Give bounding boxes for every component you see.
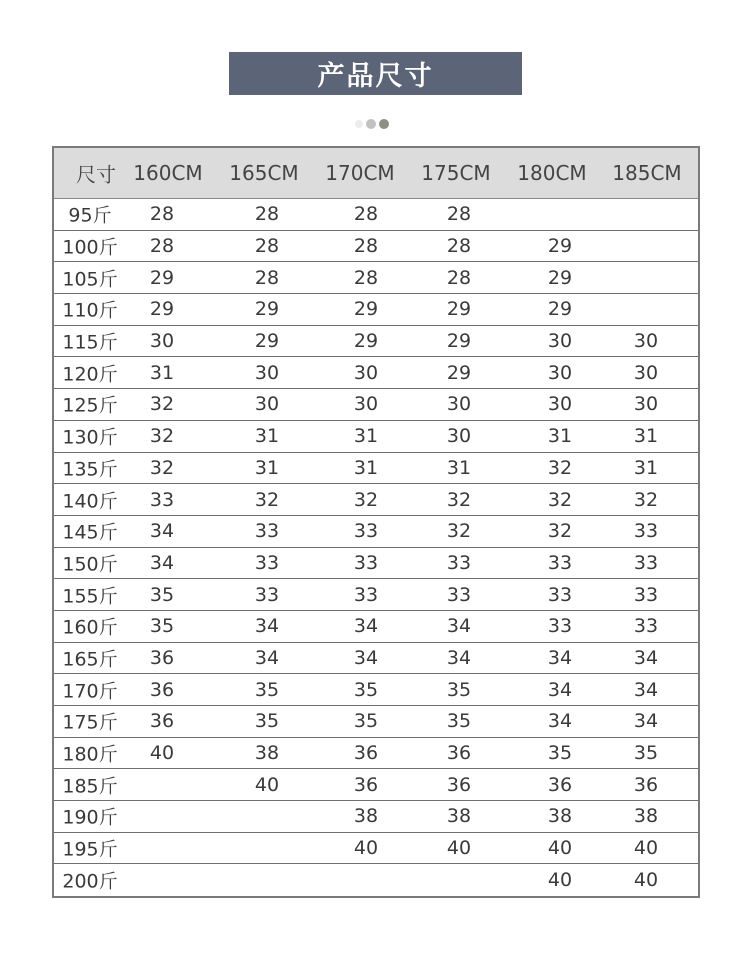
size-value: 34	[149, 520, 175, 543]
size-value: 28	[446, 266, 472, 289]
table-row	[54, 611, 698, 643]
size-value: 35	[149, 615, 175, 638]
size-value: 30	[254, 361, 280, 384]
size-value: 33	[254, 583, 280, 606]
size-value: 34	[633, 646, 659, 669]
size-value: 33	[353, 551, 379, 574]
table-row	[54, 643, 698, 675]
size-value: 38	[547, 805, 573, 828]
size-value: 35	[547, 742, 573, 765]
header-height-column: 175CM	[421, 161, 491, 185]
table-row	[54, 326, 698, 358]
weight-label: 95斤	[68, 204, 112, 227]
size-value: 33	[633, 583, 659, 606]
size-value: 30	[149, 330, 175, 353]
header-size-label: 尺寸	[76, 162, 116, 187]
size-value: 30	[254, 393, 280, 416]
size-value: 34	[353, 615, 379, 638]
size-value: 40	[633, 869, 659, 892]
size-value: 35	[353, 710, 379, 733]
size-value: 28	[254, 203, 280, 226]
size-value: 30	[547, 361, 573, 384]
size-value: 35	[446, 678, 472, 701]
size-value: 33	[633, 520, 659, 543]
table-row	[54, 674, 698, 706]
table-row	[54, 199, 698, 231]
size-value: 35	[254, 710, 280, 733]
size-value: 31	[446, 456, 472, 479]
size-value: 30	[633, 361, 659, 384]
size-value: 33	[353, 520, 379, 543]
size-value: 36	[547, 773, 573, 796]
table-row	[54, 579, 698, 611]
size-value: 28	[446, 235, 472, 258]
size-value: 35	[254, 678, 280, 701]
carousel-dot-active[interactable]	[379, 119, 389, 129]
size-value: 38	[633, 805, 659, 828]
size-value: 35	[446, 710, 472, 733]
weight-label: 175斤	[62, 711, 118, 734]
weight-label: 120斤	[62, 363, 118, 386]
size-value: 30	[446, 393, 472, 416]
size-value: 34	[547, 678, 573, 701]
size-value: 35	[633, 742, 659, 765]
table-row	[54, 738, 698, 770]
size-value: 36	[353, 742, 379, 765]
size-value: 33	[633, 551, 659, 574]
table-row	[54, 231, 698, 263]
size-value: 32	[149, 425, 175, 448]
size-value: 33	[254, 520, 280, 543]
size-value: 36	[149, 710, 175, 733]
size-value: 28	[353, 203, 379, 226]
size-value: 30	[547, 330, 573, 353]
size-value: 28	[149, 235, 175, 258]
page-title: 产品尺寸	[317, 61, 434, 92]
size-value: 31	[149, 361, 175, 384]
size-value: 30	[547, 393, 573, 416]
size-value: 36	[633, 773, 659, 796]
carousel-dot[interactable]	[366, 119, 376, 129]
weight-label: 125斤	[62, 394, 118, 417]
size-value: 34	[254, 646, 280, 669]
size-value: 35	[353, 678, 379, 701]
weight-label: 160斤	[62, 616, 118, 639]
size-value: 33	[547, 615, 573, 638]
size-value: 36	[149, 678, 175, 701]
table-row	[54, 453, 698, 485]
size-value: 34	[633, 678, 659, 701]
size-value: 33	[446, 583, 472, 606]
size-value: 33	[149, 488, 175, 511]
size-value: 32	[254, 488, 280, 511]
size-value: 32	[633, 488, 659, 511]
weight-label: 115斤	[62, 331, 118, 354]
size-value: 32	[446, 488, 472, 511]
carousel-dot[interactable]	[355, 120, 363, 128]
weight-label: 105斤	[62, 268, 118, 291]
size-value: 29	[254, 330, 280, 353]
weight-label: 150斤	[62, 553, 118, 576]
weight-label: 190斤	[62, 806, 118, 829]
size-value: 28	[446, 203, 472, 226]
size-value: 38	[446, 805, 472, 828]
table-row	[54, 516, 698, 548]
size-value: 33	[633, 615, 659, 638]
size-value: 34	[547, 710, 573, 733]
size-value: 28	[149, 203, 175, 226]
size-table	[52, 146, 700, 898]
size-value: 30	[633, 330, 659, 353]
size-value: 38	[254, 742, 280, 765]
carousel-dots	[355, 119, 389, 129]
weight-label: 140斤	[62, 490, 118, 513]
size-value: 33	[353, 583, 379, 606]
size-value: 40	[547, 837, 573, 860]
size-value: 29	[353, 298, 379, 321]
weight-label: 165斤	[62, 648, 118, 671]
size-value: 31	[254, 456, 280, 479]
table-row	[54, 262, 698, 294]
size-value: 29	[446, 298, 472, 321]
weight-label: 185斤	[62, 775, 118, 798]
weight-label: 135斤	[62, 458, 118, 481]
size-value: 28	[254, 266, 280, 289]
table-row	[54, 864, 698, 896]
size-value: 33	[547, 583, 573, 606]
size-value: 31	[633, 456, 659, 479]
weight-label: 155斤	[62, 585, 118, 608]
size-value: 36	[149, 646, 175, 669]
size-value: 34	[547, 646, 573, 669]
table-row	[54, 484, 698, 516]
weight-label: 130斤	[62, 426, 118, 449]
table-row	[54, 833, 698, 865]
weight-label: 180斤	[62, 743, 118, 766]
weight-label: 100斤	[62, 236, 118, 259]
size-value: 32	[149, 393, 175, 416]
size-value: 29	[254, 298, 280, 321]
size-value: 28	[254, 235, 280, 258]
table-row	[54, 389, 698, 421]
size-value: 29	[547, 235, 573, 258]
table-row	[54, 769, 698, 801]
size-value: 29	[547, 266, 573, 289]
size-value: 40	[254, 773, 280, 796]
size-value: 36	[353, 773, 379, 796]
size-value: 34	[446, 615, 472, 638]
size-value: 32	[547, 520, 573, 543]
size-value: 30	[353, 393, 379, 416]
size-value: 31	[633, 425, 659, 448]
table-row	[54, 548, 698, 580]
size-value: 29	[149, 298, 175, 321]
size-value: 32	[547, 488, 573, 511]
weight-label: 110斤	[62, 299, 118, 322]
weight-label: 145斤	[62, 521, 118, 544]
table-header-row	[54, 148, 698, 199]
size-value: 34	[149, 551, 175, 574]
size-value: 40	[353, 837, 379, 860]
size-value: 33	[446, 551, 472, 574]
size-value: 28	[353, 266, 379, 289]
size-value: 31	[547, 425, 573, 448]
size-value: 34	[633, 710, 659, 733]
size-value: 30	[353, 361, 379, 384]
size-value: 34	[254, 615, 280, 638]
weight-label: 195斤	[62, 838, 118, 861]
size-value: 40	[149, 742, 175, 765]
size-value: 31	[353, 456, 379, 479]
size-value: 30	[446, 425, 472, 448]
size-value: 40	[547, 869, 573, 892]
size-value: 35	[149, 583, 175, 606]
size-value: 32	[446, 520, 472, 543]
size-value: 29	[446, 330, 472, 353]
size-value: 29	[547, 298, 573, 321]
size-value: 33	[254, 551, 280, 574]
size-value: 33	[547, 551, 573, 574]
table-row	[54, 706, 698, 738]
table-row	[54, 421, 698, 453]
table-row	[54, 801, 698, 833]
size-value: 32	[547, 456, 573, 479]
table-row	[54, 357, 698, 389]
size-value: 32	[353, 488, 379, 511]
size-value: 29	[446, 361, 472, 384]
size-value: 29	[353, 330, 379, 353]
size-value: 28	[353, 235, 379, 258]
size-value: 30	[633, 393, 659, 416]
size-value: 38	[353, 805, 379, 828]
size-value: 31	[254, 425, 280, 448]
size-value: 40	[446, 837, 472, 860]
header-height-column: 170CM	[325, 161, 395, 185]
header-height-column: 165CM	[229, 161, 299, 185]
size-value: 36	[446, 773, 472, 796]
size-value: 32	[149, 456, 175, 479]
size-value: 34	[446, 646, 472, 669]
size-value: 36	[446, 742, 472, 765]
size-value: 31	[353, 425, 379, 448]
weight-label: 170斤	[62, 680, 118, 703]
size-value: 29	[149, 266, 175, 289]
header-height-column: 160CM	[133, 161, 203, 185]
header-height-column: 185CM	[612, 161, 682, 185]
weight-label: 200斤	[62, 870, 118, 893]
table-row	[54, 294, 698, 326]
header-height-column: 180CM	[517, 161, 587, 185]
title-banner	[229, 52, 522, 95]
size-value: 34	[353, 646, 379, 669]
size-value: 40	[633, 837, 659, 860]
